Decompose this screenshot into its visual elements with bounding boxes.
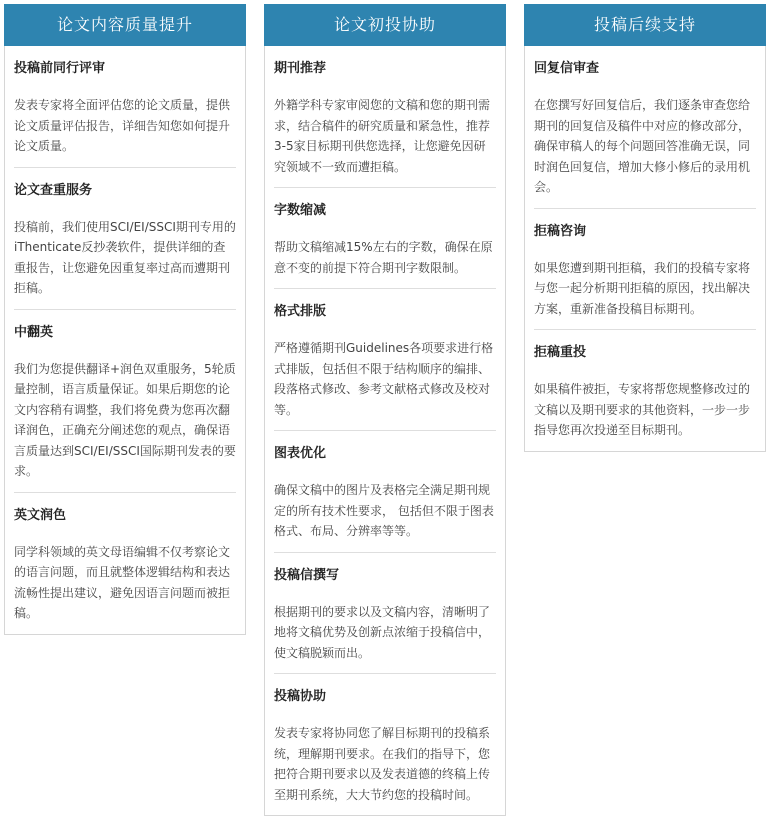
item-text: 发表专家将协同您了解目标期刊的投稿系统，理解期刊要求。在我们的指导下，您把符合期刊要求以及发表道德的终稿上传至期刊系统，大大节约您的投稿时间。: [274, 726, 491, 802]
item-title: 格式排版: [274, 304, 327, 319]
list-item: [274, 46, 496, 188]
list-item: [274, 431, 496, 553]
item-text: 严格遵循期刊Guidelines各项要求进行格式排版，包括但不限于结构顺序的编排、段落格式修改、参考文献格式修改及校对等。: [274, 341, 494, 417]
item-title: 论文查重服务: [14, 182, 93, 198]
column-body: [265, 46, 505, 815]
item-title: 图表优化: [274, 446, 327, 461]
list-item: [274, 553, 496, 675]
item-title: 中翻英: [14, 324, 54, 340]
item-text: 确保文稿中的图片及表格完全满足期刊规定的所有技术性要求， 包括但不限于图表格式、布局、分辨率等等。: [274, 483, 494, 538]
list-item: [534, 209, 756, 331]
column-header: 投稿后续支持: [524, 4, 766, 46]
column-body: [525, 46, 765, 451]
list-item: [14, 46, 236, 168]
list-item: [274, 674, 496, 815]
item-title: 投稿协助: [274, 689, 327, 704]
list-item: [534, 46, 756, 209]
item-title: 英文润色: [14, 507, 67, 523]
column-initial-submission: [264, 4, 506, 816]
item-text: 在您撰写好回复信后，我们逐条审查您给期刊的回复信及稿件中对应的修改部分，确保审稿人的每个问题回答准确无误，同时润色回复信，增加大修小修后的录用机会。: [534, 98, 751, 194]
list-item: [14, 310, 236, 493]
item-text: 同学科领域的英文母语编辑不仅考察论文的语言问题，而且就整体逻辑结构和表达流畅性提出建议，避免因语言问题而被拒稿。: [14, 544, 231, 620]
list-item: [274, 188, 496, 289]
list-item: [14, 493, 236, 634]
item-title: 投稿前同行评审: [14, 61, 106, 76]
list-item: [14, 168, 236, 310]
item-title: 期刊推荐: [274, 61, 327, 76]
item-text: 投稿前，我们使用SCI/EI/SSCI期刊专用的iThenticate反抄袭软件，提供详细的查重报告，让您避免因重复率过高而遭期刊拒稿。: [14, 219, 236, 295]
item-title: 拒稿咨询: [534, 223, 587, 239]
item-text: 根据期刊的要求以及文稿内容，清晰明了地将文稿优势及创新点浓缩于投稿信中，使文稿脱颖而出。: [274, 604, 491, 660]
column-header: 论文初投协助: [264, 4, 506, 46]
item-title: 拒稿重投: [534, 345, 587, 360]
item-text: 帮助文稿缩减15%左右的字数，确保在原意不变的前提下符合期刊字数限制。: [274, 240, 493, 275]
item-title: 字数缩减: [274, 203, 327, 218]
list-item: [534, 330, 756, 451]
column-post-submission: [524, 4, 766, 452]
item-title: 投稿信撰写: [274, 567, 340, 583]
item-text: 外籍学科专家审阅您的文稿和您的期刊需求，结合稿件的研究质量和紧急性，推荐3-5家目标期刊供您选择，让您避免因研究领域不一致而遭拒稿。: [274, 98, 491, 174]
list-item: [274, 289, 496, 431]
item-text: 如果稿件被拒，专家将帮您规整修改过的文稿以及期刊要求的其他资料，一步一步指导您再次投递至目标期刊。: [534, 382, 751, 437]
column-header: 论文内容质量提升: [4, 4, 246, 46]
column-body: [5, 46, 245, 634]
item-text: 如果您遭到期刊拒稿，我们的投稿专家将与您一起分析期刊拒稿的原因，找出解决方案，重新准备投稿目标期刊。: [534, 260, 751, 316]
column-content-quality: [4, 4, 246, 635]
item-title: 回复信审查: [534, 61, 600, 76]
item-text: 发表专家将全面评估您的论文质量，提供论文质量评估报告，详细告知您如何提升论文质量。: [14, 98, 231, 153]
item-text: 我们为您提供翻译+润色双重服务，5轮质量控制，语言质量保证。如果后期您的论文内容稍有调整，我们将免费为您再次翻译润色，正确充分阐述您的观点，确保语言质量达到SCI/EI/SSCI国际期刊发表的要求。: [14, 361, 236, 478]
